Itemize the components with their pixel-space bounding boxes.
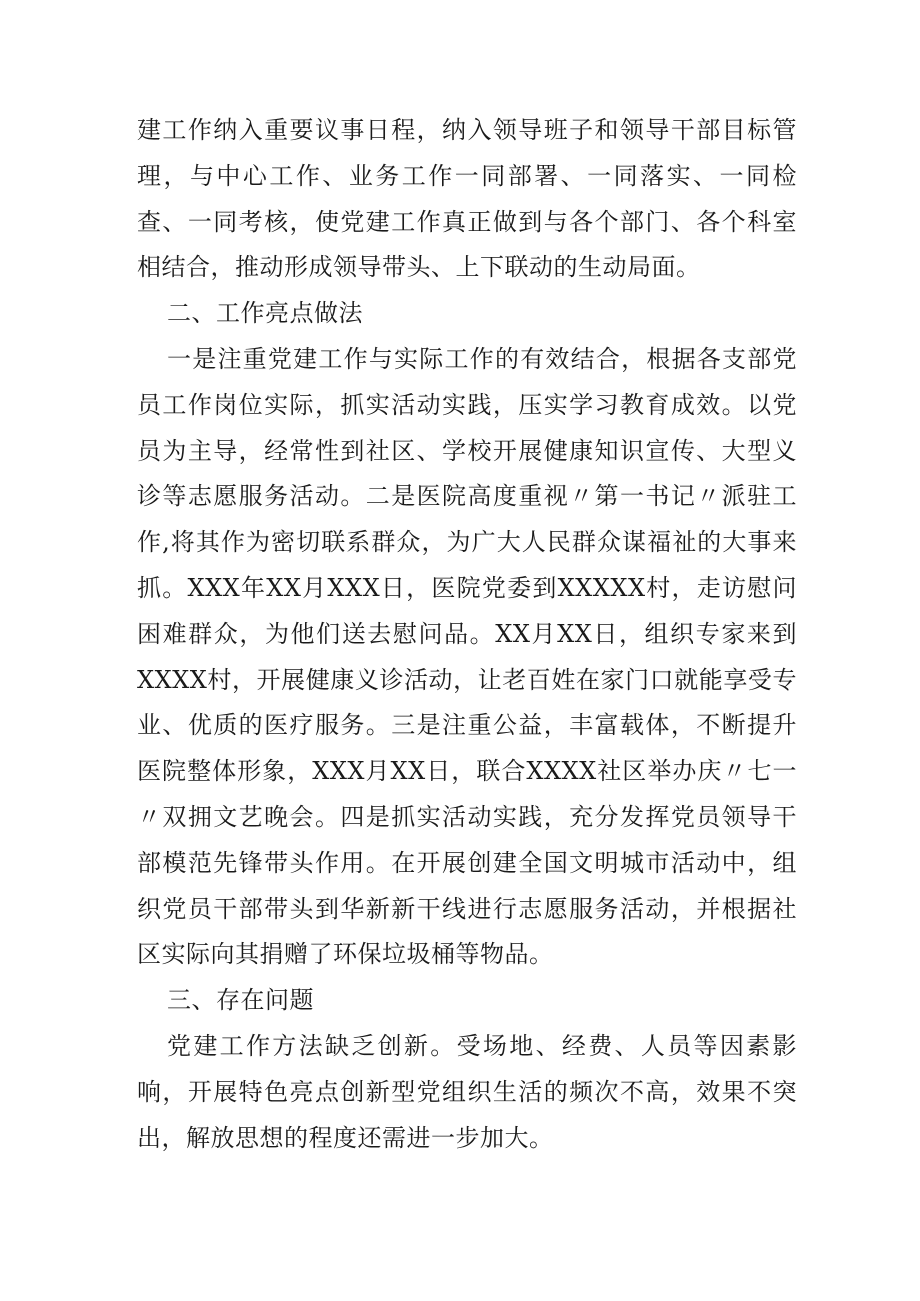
paragraph-problems: 党建工作方法缺乏创新。受场地、经费、人员等因素影响，开展特色亮点创新型党组织生活的频次不高，效果不突出，解放思想的程度还需进一步加大。 bbox=[137, 1031, 797, 1152]
paragraph-highlights: 一是注重党建工作与实际工作的有效结合，根据各支部党员工作岗位实际，抓实活动实践，压实学习教育成效。以党员为主导，经常性到社区、学校开展健康知识宣传、大型义诊等志愿服务活动。二是医院高度重视〃第一书记〃派驻工作,将其作为密切联系群众，为广大人民群众谋福祉的大事来抓。XXX年XX月XXX日，医院党委到XXXXX村，走访慰问困难群众，为他们送去慰问品。XX月XX日，组织专家来到XXXX村，开展健康义诊活动，让老百姓在家门口就能享受专业、优质的医疗服务。三是注重公益，丰富载体，不断提升医院整体形象，XXX月XX日，联合XXXX社区举办庆〃七一〃双拥文艺晚会。四是抓实活动实践，充分发挥党员领导干部模范先锋带头作用。在开展创建全国文明城市活动中，组织党员干部带头到华新新干线进行志愿服务活动，并根据社区实际向其捐赠了环保垃圾桶等物品。 bbox=[137, 344, 797, 969]
document-body bbox=[137, 108, 797, 1161]
section-heading-highlights: 二、工作亮点做法 bbox=[167, 299, 363, 328]
paragraph-continuation: 建工作纳入重要议事日程，纳入领导班子和领导干部目标管理，与中心工作、业务工作一同部署、一同落实、一同检查、一同考核，使党建工作真正做到与各个部门、各个科室相结合，推动形成领导带头、上下联动的生动局面。 bbox=[137, 116, 797, 282]
section-heading-problems: 三、存在问题 bbox=[167, 986, 314, 1015]
